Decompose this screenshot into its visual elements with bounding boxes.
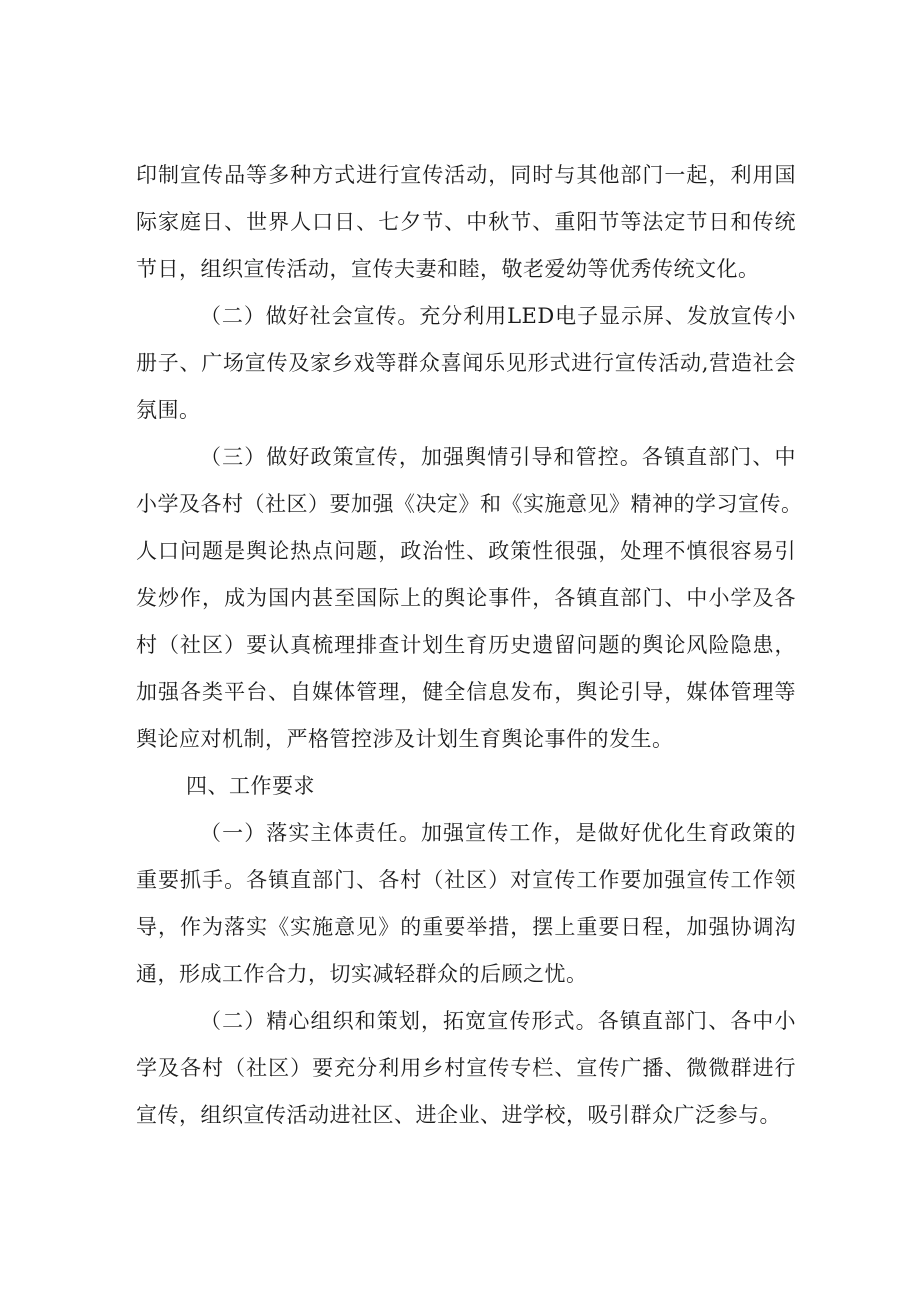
paragraph-first-line: （二）做好社会宣传。充分利用LED电子显示屏、发放宣传小 — [200, 304, 796, 328]
body-text-line: 村（社区）要认真梳理排查计划生育历史遗留问题的舆论风险隐患， — [136, 633, 796, 657]
body-text-line: 加强各类平台、自媒体管理，健全信息发布，舆论引导，媒体管理等 — [136, 680, 796, 704]
body-text-line: 际家庭日、世界人口日、七夕节、中秋节、重阳节等法定节日和传统 — [136, 210, 796, 234]
section-heading: 四、工作要求 — [186, 774, 315, 798]
body-text-line: 印制宣传品等多种方式进行宣传活动，同时与其他部门一起，利用国 — [136, 163, 796, 187]
body-text-line: 舆论应对机制，严格管控涉及计划生育舆论事件的发生。 — [136, 727, 674, 751]
body-text-line: 宣传，组织宣传活动进社区、进企业、进学校，吸引群众广泛参与。 — [136, 1103, 781, 1127]
body-text-line: 导，作为落实《实施意见》的重要举措，摆上重要日程，加强协调沟 — [136, 915, 796, 939]
body-text-line: 发炒作，成为国内甚至国际上的舆论事件，各镇直部门、中小学及各 — [136, 586, 796, 610]
paragraph-first-line: （二）精心组织和策划，拓宽宣传形式。各镇直部门、各中小 — [200, 1009, 796, 1033]
body-text-line: 册子、广场宣传及家乡戏等群众喜闻乐见形式进行宣传活动,营造社会 — [136, 351, 796, 375]
body-text-line: 重要抓手。各镇直部门、各村（社区）对宣传工作要加强宣传工作领 — [136, 868, 796, 892]
body-text-line: 人口问题是舆论热点问题，政治性、政策性很强，处理不慎很容易引 — [136, 539, 796, 563]
body-text-line: 节日，组织宣传活动，宣传夫妻和睦，敬老爱幼等优秀传统文化。 — [136, 257, 760, 281]
body-text-line: 氛围。 — [136, 398, 201, 422]
paragraph-first-line: （三）做好政策宣传，加强舆情引导和管控。各镇直部门、中 — [200, 445, 796, 469]
paragraph-first-line: （一）落实主体责任。加强宣传工作，是做好优化生育政策的 — [200, 821, 796, 845]
body-text-line: 小学及各村（社区）要加强《决定》和《实施意见》精神的学习宣传。 — [136, 492, 803, 516]
body-text-line: 学及各村（社区）要充分利用乡村宣传专栏、宣传广播、微微群进行 — [136, 1056, 796, 1080]
body-text-line: 通，形成工作合力，切实减轻群众的后顾之忧。 — [136, 962, 588, 986]
